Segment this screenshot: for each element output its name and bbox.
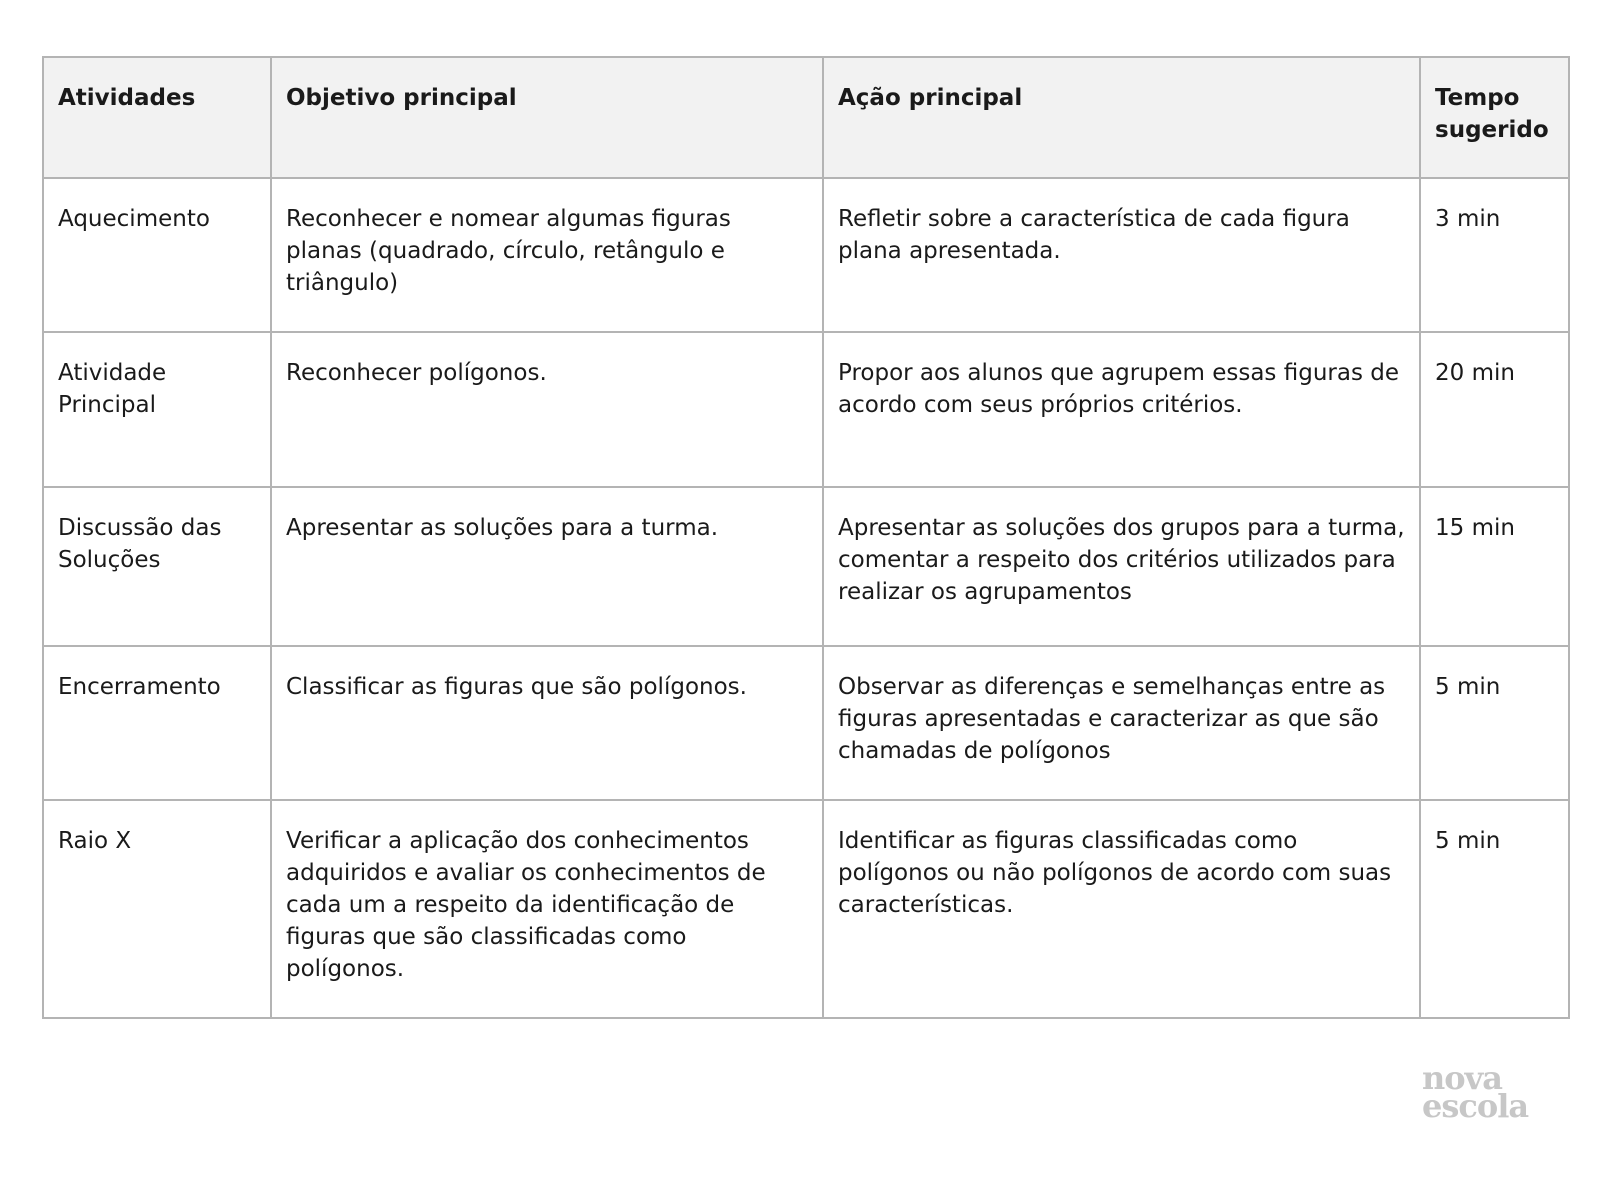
cell-objective: Apresentar as soluções para a turma. [271, 487, 823, 646]
table-row [43, 332, 1569, 487]
table-row [43, 646, 1569, 800]
cell-activity: Raio X [43, 800, 271, 1018]
cell-action: Apresentar as soluções dos grupos para a turma, comentar a respeito dos critérios utilizados para realizar os agrupamentos [823, 487, 1420, 646]
lesson-plan-table [42, 56, 1570, 1019]
header-atividades: Atividades [43, 57, 271, 178]
cell-objective: Classificar as figuras que são polígonos. [271, 646, 823, 800]
nova-escola-logo [1422, 1059, 1542, 1125]
logo-line-nova: nova [1422, 1059, 1502, 1097]
cell-action: Propor aos alunos que agrupem essas figuras de acordo com seus próprios critérios. [823, 332, 1420, 487]
cell-action: Refletir sobre a característica de cada figura plana apresentada. [823, 178, 1420, 332]
table-header-row [43, 57, 1569, 178]
cell-activity: Encerramento [43, 646, 271, 800]
table-row [43, 800, 1569, 1018]
header-acao: Ação principal [823, 57, 1420, 178]
table-row [43, 487, 1569, 646]
cell-objective: Reconhecer polígonos. [271, 332, 823, 487]
logo-line-escola: escola [1422, 1087, 1529, 1125]
cell-objective: Reconhecer e nomear algumas figuras planas (quadrado, círculo, retângulo e triângulo) [271, 178, 823, 332]
cell-time: 20 min [1420, 332, 1569, 487]
cell-time: 15 min [1420, 487, 1569, 646]
cell-time: 3 min [1420, 178, 1569, 332]
cell-action: Identificar as figuras classificadas como polígonos ou não polígonos de acordo com suas características. [823, 800, 1420, 1018]
cell-time: 5 min [1420, 646, 1569, 800]
table-row [43, 178, 1569, 332]
cell-action: Observar as diferenças e semelhanças entre as figuras apresentadas e caracterizar as que são chamadas de polígonos [823, 646, 1420, 800]
cell-time: 5 min [1420, 800, 1569, 1018]
cell-activity: Aquecimento [43, 178, 271, 332]
cell-activity: Atividade Principal [43, 332, 271, 487]
cell-activity: Discussão das Soluções [43, 487, 271, 646]
cell-objective: Verificar a aplicação dos conhecimentos adquiridos e avaliar os conhecimentos de cada um a respeito da identificação de figuras que são classificadas como polígonos. [271, 800, 823, 1018]
header-tempo: Tempo sugerido [1420, 57, 1569, 178]
header-objetivo: Objetivo principal [271, 57, 823, 178]
